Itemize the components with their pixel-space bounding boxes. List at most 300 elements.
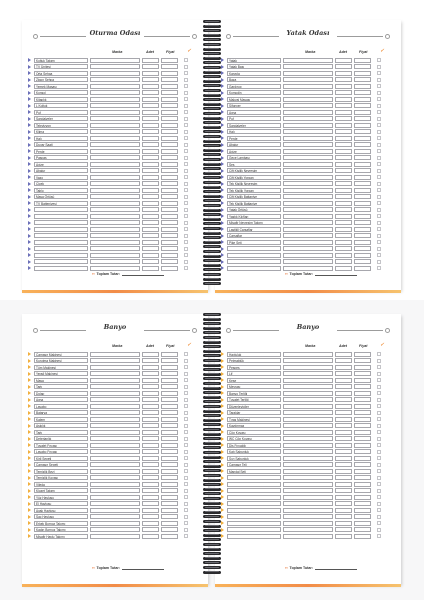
item-name-field[interactable]: Çift Kişilik Battaniye <box>227 194 281 199</box>
marka-field[interactable] <box>283 103 333 108</box>
fiyat-field[interactable] <box>354 391 371 396</box>
fiyat-field[interactable] <box>161 240 178 245</box>
fiyat-field[interactable] <box>354 456 371 461</box>
marka-field[interactable] <box>283 443 333 448</box>
adet-field[interactable] <box>335 436 352 441</box>
fiyat-field[interactable] <box>161 188 178 193</box>
adet-field[interactable] <box>335 155 352 160</box>
item-name-field[interactable]: Misafir Nevresim Takımı <box>227 220 281 225</box>
marka-field[interactable] <box>90 534 140 539</box>
item-name-field[interactable] <box>34 207 88 212</box>
checkbox[interactable] <box>184 528 188 532</box>
fiyat-field[interactable] <box>161 527 178 532</box>
marka-field[interactable] <box>283 201 333 206</box>
item-name-field[interactable]: Temizlik Bezi <box>34 469 88 474</box>
adet-field[interactable] <box>335 404 352 409</box>
fiyat-field[interactable] <box>161 475 178 480</box>
adet-field[interactable] <box>335 430 352 435</box>
fiyat-field[interactable] <box>354 201 371 206</box>
fiyat-field[interactable] <box>161 233 178 238</box>
checkbox[interactable] <box>377 398 381 402</box>
item-name-field[interactable]: Erkek Bornoz Takımı <box>34 521 88 526</box>
checkbox[interactable] <box>377 91 381 95</box>
adet-field[interactable] <box>142 469 159 474</box>
fiyat-field[interactable] <box>354 246 371 251</box>
marka-field[interactable] <box>90 227 140 232</box>
fiyat-field[interactable] <box>161 110 178 115</box>
checkbox[interactable] <box>184 84 188 88</box>
checkbox[interactable] <box>184 149 188 153</box>
adet-field[interactable] <box>142 103 159 108</box>
adet-field[interactable] <box>142 110 159 115</box>
adet-field[interactable] <box>142 475 159 480</box>
adet-field[interactable] <box>335 534 352 539</box>
item-name-field[interactable]: TV Batteniyesi <box>34 201 88 206</box>
fiyat-field[interactable] <box>161 423 178 428</box>
marka-field[interactable] <box>90 246 140 251</box>
marka-field[interactable] <box>90 404 140 409</box>
marka-field[interactable] <box>90 129 140 134</box>
marka-field[interactable] <box>283 162 333 167</box>
marka-field[interactable] <box>90 365 140 370</box>
item-name-field[interactable]: Ayna <box>227 110 281 115</box>
checkbox[interactable] <box>377 136 381 140</box>
marka-field[interactable] <box>283 214 333 219</box>
checkbox[interactable] <box>184 398 188 402</box>
fiyat-field[interactable] <box>354 97 371 102</box>
marka-field[interactable] <box>283 168 333 173</box>
marka-field[interactable] <box>90 188 140 193</box>
fiyat-field[interactable] <box>354 378 371 383</box>
adet-field[interactable] <box>142 155 159 160</box>
fiyat-field[interactable] <box>354 475 371 480</box>
fiyat-field[interactable] <box>354 371 371 376</box>
adet-field[interactable] <box>142 149 159 154</box>
marka-field[interactable] <box>90 521 140 526</box>
checkbox[interactable] <box>377 430 381 434</box>
marka-field[interactable] <box>90 214 140 219</box>
item-name-field[interactable] <box>227 259 281 264</box>
adet-field[interactable] <box>142 449 159 454</box>
checkbox[interactable] <box>184 78 188 82</box>
fiyat-field[interactable] <box>161 155 178 160</box>
marka-field[interactable] <box>90 475 140 480</box>
checkbox[interactable] <box>184 169 188 173</box>
item-name-field[interactable]: Tek Kişilik Nevresim <box>227 181 281 186</box>
adet-field[interactable] <box>335 142 352 147</box>
checkbox[interactable] <box>184 117 188 121</box>
marka-field[interactable] <box>90 266 140 271</box>
item-name-field[interactable]: Çiçek <box>34 181 88 186</box>
adet-field[interactable] <box>335 175 352 180</box>
marka-field[interactable] <box>90 97 140 102</box>
adet-field[interactable] <box>142 142 159 147</box>
item-name-field[interactable] <box>227 501 281 506</box>
marka-field[interactable] <box>90 508 140 513</box>
marka-field[interactable] <box>90 162 140 167</box>
checkbox[interactable] <box>184 130 188 134</box>
checkbox[interactable] <box>377 482 381 486</box>
marka-field[interactable] <box>90 149 140 154</box>
fiyat-field[interactable] <box>161 136 178 141</box>
adet-field[interactable] <box>142 207 159 212</box>
adet-field[interactable] <box>335 521 352 526</box>
marka-field[interactable] <box>90 240 140 245</box>
item-name-field[interactable]: Klozet Takımı <box>34 488 88 493</box>
adet-field[interactable] <box>335 397 352 402</box>
adet-field[interactable] <box>335 365 352 370</box>
checkbox[interactable] <box>377 149 381 153</box>
fiyat-field[interactable] <box>161 246 178 251</box>
adet-field[interactable] <box>335 214 352 219</box>
item-name-field[interactable]: Tuvalet Fırçası <box>34 443 88 448</box>
checkbox[interactable] <box>184 443 188 447</box>
checkbox[interactable] <box>377 253 381 257</box>
marka-field[interactable] <box>90 207 140 212</box>
checkbox[interactable] <box>184 221 188 225</box>
item-name-field[interactable]: Çamaşır Teli <box>227 462 281 467</box>
item-name-field[interactable]: Halı <box>34 136 88 141</box>
fiyat-field[interactable] <box>354 514 371 519</box>
item-name-field[interactable]: Yatak Başı <box>227 64 281 69</box>
fiyat-field[interactable] <box>161 64 178 69</box>
fiyat-field[interactable] <box>161 149 178 154</box>
checkbox[interactable] <box>184 240 188 244</box>
checkbox[interactable] <box>377 391 381 395</box>
item-name-field[interactable]: Tek Kişilik Yorgan <box>227 188 281 193</box>
checkbox[interactable] <box>184 260 188 264</box>
adet-field[interactable] <box>335 188 352 193</box>
fiyat-field[interactable] <box>354 233 371 238</box>
adet-field[interactable] <box>142 84 159 89</box>
adet-field[interactable] <box>335 423 352 428</box>
item-name-field[interactable] <box>227 488 281 493</box>
fiyat-field[interactable] <box>161 358 178 363</box>
fiyat-field[interactable] <box>161 253 178 258</box>
adet-field[interactable] <box>142 77 159 82</box>
fiyat-field[interactable] <box>161 501 178 506</box>
marka-field[interactable] <box>90 181 140 186</box>
checkbox[interactable] <box>377 78 381 82</box>
item-name-field[interactable]: Koltuk Takımı <box>34 58 88 63</box>
item-name-field[interactable]: Pike Seti <box>227 240 281 245</box>
fiyat-field[interactable] <box>354 188 371 193</box>
marka-field[interactable] <box>283 527 333 532</box>
item-name-field[interactable]: Perde <box>34 149 88 154</box>
checkbox[interactable] <box>184 515 188 519</box>
marka-field[interactable] <box>90 462 140 467</box>
adet-field[interactable] <box>335 64 352 69</box>
item-name-field[interactable]: Deterjanlık <box>34 436 88 441</box>
adet-field[interactable] <box>142 384 159 389</box>
adet-field[interactable] <box>142 462 159 467</box>
marka-field[interactable] <box>283 436 333 441</box>
item-name-field[interactable]: Avize <box>227 149 281 154</box>
checkbox[interactable] <box>184 450 188 454</box>
adet-field[interactable] <box>335 90 352 95</box>
fiyat-field[interactable] <box>354 352 371 357</box>
fiyat-field[interactable] <box>354 84 371 89</box>
fiyat-field[interactable] <box>161 514 178 519</box>
marka-field[interactable] <box>90 391 140 396</box>
adet-field[interactable] <box>335 358 352 363</box>
fiyat-field[interactable] <box>161 175 178 180</box>
adet-field[interactable] <box>142 514 159 519</box>
checkbox[interactable] <box>184 58 188 62</box>
item-name-field[interactable]: Pelmaktük <box>227 358 281 363</box>
fiyat-field[interactable] <box>354 495 371 500</box>
item-name-field[interactable]: Yüz Havlusu <box>34 495 88 500</box>
marka-field[interactable] <box>283 207 333 212</box>
checkbox[interactable] <box>184 195 188 199</box>
fiyat-field[interactable] <box>354 58 371 63</box>
adet-field[interactable] <box>142 397 159 402</box>
checkbox[interactable] <box>377 515 381 519</box>
fiyat-field[interactable] <box>354 508 371 513</box>
fiyat-field[interactable] <box>161 214 178 219</box>
marka-field[interactable] <box>90 155 140 160</box>
fiyat-field[interactable] <box>161 391 178 396</box>
marka-field[interactable] <box>283 246 333 251</box>
checkbox[interactable] <box>377 71 381 75</box>
fiyat-field[interactable] <box>161 142 178 147</box>
marka-field[interactable] <box>90 253 140 258</box>
marka-field[interactable] <box>283 116 333 121</box>
adet-field[interactable] <box>142 220 159 225</box>
adet-field[interactable] <box>142 201 159 206</box>
item-name-field[interactable]: Çamaşır Sepeti <box>34 462 88 467</box>
item-name-field[interactable]: Kitaplık <box>34 97 88 102</box>
checkbox[interactable] <box>184 97 188 101</box>
checkbox[interactable] <box>184 201 188 205</box>
item-name-field[interactable]: Mandal Seti <box>227 469 281 474</box>
checkbox[interactable] <box>184 208 188 212</box>
adet-field[interactable] <box>335 129 352 134</box>
marka-field[interactable] <box>283 462 333 467</box>
item-name-field[interactable]: Tartı <box>34 430 88 435</box>
adet-field[interactable] <box>142 410 159 415</box>
checkbox[interactable] <box>377 463 381 467</box>
marka-field[interactable] <box>283 534 333 539</box>
checkbox[interactable] <box>184 227 188 231</box>
item-name-field[interactable]: Puf <box>227 116 281 121</box>
fiyat-field[interactable] <box>161 84 178 89</box>
item-name-field[interactable]: Çarşaflar <box>227 233 281 238</box>
item-name-field[interactable]: Gece Lambası <box>227 155 281 160</box>
marka-field[interactable] <box>283 233 333 238</box>
item-name-field[interactable]: Vazo <box>34 175 88 180</box>
fiyat-field[interactable] <box>161 123 178 128</box>
adet-field[interactable] <box>142 266 159 271</box>
marka-field[interactable] <box>283 123 333 128</box>
marka-field[interactable] <box>283 149 333 154</box>
fiyat-field[interactable] <box>354 77 371 82</box>
adet-field[interactable] <box>142 168 159 173</box>
checkbox[interactable] <box>184 378 188 382</box>
checkbox[interactable] <box>184 411 188 415</box>
adet-field[interactable] <box>142 194 159 199</box>
item-name-field[interactable]: Misafir Havlu Takımı <box>34 534 88 539</box>
item-name-field[interactable]: L Koltuk <box>34 103 88 108</box>
marka-field[interactable] <box>283 71 333 76</box>
item-name-field[interactable]: Kurutma Makinesi <box>34 358 88 363</box>
fiyat-field[interactable] <box>354 253 371 258</box>
checkbox[interactable] <box>184 495 188 499</box>
marka-field[interactable] <box>90 123 140 128</box>
item-name-field[interactable] <box>227 246 281 251</box>
marka-field[interactable] <box>283 365 333 370</box>
fiyat-field[interactable] <box>354 397 371 402</box>
adet-field[interactable] <box>335 371 352 376</box>
item-name-field[interactable]: Abajur <box>227 142 281 147</box>
item-name-field[interactable]: Batarya <box>34 410 88 415</box>
fiyat-field[interactable] <box>354 103 371 108</box>
item-name-field[interactable]: Yatak <box>227 58 281 63</box>
marka-field[interactable] <box>90 201 140 206</box>
adet-field[interactable] <box>142 58 159 63</box>
item-name-field[interactable]: Orta Sehpa <box>34 71 88 76</box>
item-name-field[interactable]: Tüm Makinesi <box>34 365 88 370</box>
item-name-field[interactable] <box>34 214 88 219</box>
checkbox[interactable] <box>184 502 188 506</box>
adet-field[interactable] <box>142 175 159 180</box>
adet-field[interactable] <box>335 475 352 480</box>
checkbox[interactable] <box>377 201 381 205</box>
checkbox[interactable] <box>377 208 381 212</box>
item-name-field[interactable]: Lastikli Çarşaflar <box>227 227 281 232</box>
adet-field[interactable] <box>335 227 352 232</box>
adet-field[interactable] <box>142 188 159 193</box>
item-name-field[interactable]: Tıraş Makinesi <box>227 417 281 422</box>
checkbox[interactable] <box>184 253 188 257</box>
fiyat-field[interactable] <box>354 527 371 532</box>
adet-field[interactable] <box>335 71 352 76</box>
marka-field[interactable] <box>90 358 140 363</box>
item-name-field[interactable]: Düzenleyiciler <box>227 404 281 409</box>
fiyat-field[interactable] <box>161 71 178 76</box>
adet-field[interactable] <box>335 514 352 519</box>
adet-field[interactable] <box>335 103 352 108</box>
fiyat-field[interactable] <box>161 469 178 474</box>
checkbox[interactable] <box>377 385 381 389</box>
adet-field[interactable] <box>335 527 352 532</box>
checkbox[interactable] <box>377 534 381 538</box>
marka-field[interactable] <box>283 77 333 82</box>
fiyat-field[interactable] <box>354 123 371 128</box>
fiyat-field[interactable] <box>161 194 178 199</box>
adet-field[interactable] <box>335 384 352 389</box>
checkbox[interactable] <box>377 359 381 363</box>
fiyat-field[interactable] <box>161 116 178 121</box>
item-name-field[interactable] <box>34 233 88 238</box>
item-name-field[interactable]: Kaydırmaz <box>227 423 281 428</box>
checkbox[interactable] <box>377 227 381 231</box>
adet-field[interactable] <box>142 508 159 513</box>
adet-field[interactable] <box>335 266 352 271</box>
checkbox[interactable] <box>184 110 188 114</box>
item-name-field[interactable]: Tartı <box>34 384 88 389</box>
checkbox[interactable] <box>377 437 381 441</box>
checkbox[interactable] <box>377 110 381 114</box>
marka-field[interactable] <box>283 129 333 134</box>
checkbox[interactable] <box>377 495 381 499</box>
marka-field[interactable] <box>283 397 333 402</box>
fiyat-field[interactable] <box>161 482 178 487</box>
marka-field[interactable] <box>90 259 140 264</box>
fiyat-field[interactable] <box>354 155 371 160</box>
marka-field[interactable] <box>90 456 140 461</box>
fiyat-field[interactable] <box>354 423 371 428</box>
marka-field[interactable] <box>283 384 333 389</box>
item-name-field[interactable]: Kese <box>227 378 281 383</box>
adet-field[interactable] <box>142 162 159 167</box>
checkbox[interactable] <box>377 528 381 532</box>
marka-field[interactable] <box>90 64 140 69</box>
item-name-field[interactable]: Yatak Örtüsü <box>227 207 281 212</box>
fiyat-field[interactable] <box>354 521 371 526</box>
marka-field[interactable] <box>90 194 140 199</box>
item-name-field[interactable]: Şifonyer <box>227 103 281 108</box>
item-name-field[interactable]: Sıvı Sabunluk <box>227 456 281 461</box>
fiyat-field[interactable] <box>354 410 371 415</box>
fiyat-field[interactable] <box>354 227 371 232</box>
item-name-field[interactable]: Tuvalet Terliği <box>227 397 281 402</box>
marka-field[interactable] <box>283 417 333 422</box>
fiyat-field[interactable] <box>354 384 371 389</box>
checkbox[interactable] <box>184 430 188 434</box>
adet-field[interactable] <box>142 90 159 95</box>
adet-field[interactable] <box>142 181 159 186</box>
total-line[interactable] <box>315 569 357 570</box>
item-name-field[interactable]: Ayak Havlusu <box>34 508 88 513</box>
fiyat-field[interactable] <box>354 488 371 493</box>
item-name-field[interactable]: Televizyon <box>34 123 88 128</box>
fiyat-field[interactable] <box>354 462 371 467</box>
checkbox[interactable] <box>377 456 381 460</box>
item-name-field[interactable]: Puf <box>34 110 88 115</box>
adet-field[interactable] <box>142 64 159 69</box>
marka-field[interactable] <box>283 378 333 383</box>
fiyat-field[interactable] <box>354 443 371 448</box>
fiyat-field[interactable] <box>354 181 371 186</box>
checkbox[interactable] <box>377 443 381 447</box>
fiyat-field[interactable] <box>354 64 371 69</box>
adet-field[interactable] <box>142 404 159 409</box>
fiyat-field[interactable] <box>161 430 178 435</box>
total-line[interactable] <box>315 275 357 276</box>
marka-field[interactable] <box>90 71 140 76</box>
checkbox[interactable] <box>377 450 381 454</box>
marka-field[interactable] <box>90 77 140 82</box>
item-name-field[interactable] <box>34 253 88 258</box>
checkbox[interactable] <box>184 175 188 179</box>
marka-field[interactable] <box>283 410 333 415</box>
checkbox[interactable] <box>377 156 381 160</box>
item-name-field[interactable]: Makyaj Masası <box>227 97 281 102</box>
adet-field[interactable] <box>335 449 352 454</box>
item-name-field[interactable]: Kirli Sepeti <box>34 456 88 461</box>
checkbox[interactable] <box>184 482 188 486</box>
adet-field[interactable] <box>335 443 352 448</box>
fiyat-field[interactable] <box>161 97 178 102</box>
checkbox[interactable] <box>377 182 381 186</box>
adet-field[interactable] <box>142 136 159 141</box>
checkbox[interactable] <box>377 372 381 376</box>
item-name-field[interactable]: Yemek Masası <box>34 84 88 89</box>
fiyat-field[interactable] <box>354 149 371 154</box>
adet-field[interactable] <box>142 443 159 448</box>
checkbox[interactable] <box>377 104 381 108</box>
